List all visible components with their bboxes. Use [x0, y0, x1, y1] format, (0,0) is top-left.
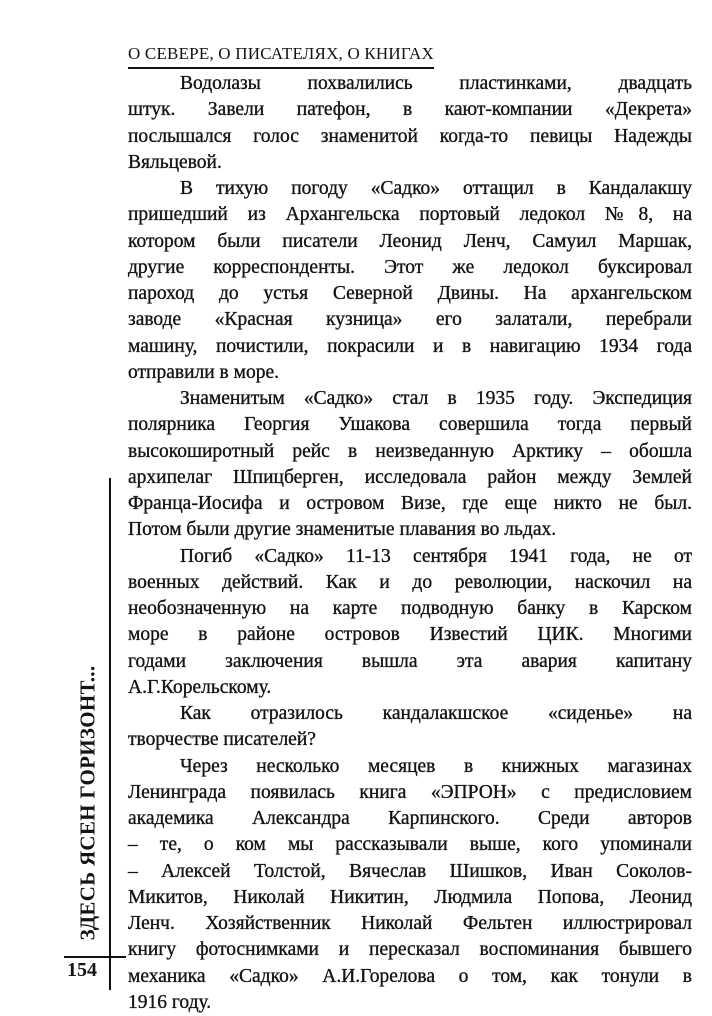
text-line: штук. Завели патефон, в кают-компании «Декрета» — [128, 97, 692, 123]
text-line: Водолазы похвалились пластинками, двадцать — [128, 71, 692, 97]
text-line: – Алексей Толстой, Вячеслав Шишков, Иван Соколов- — [128, 859, 692, 885]
paragraph — [128, 544, 692, 702]
text-line: Ленинграда появилась книга «ЭПРОН» с предисловием — [128, 780, 692, 806]
text-line: полярника Георгия Ушакова совершила тогда первый — [128, 412, 692, 438]
text-line: – те, о ком мы рассказывали выше, кого упоминали — [128, 832, 692, 858]
paragraph — [128, 701, 692, 754]
page-number: 154 — [67, 959, 97, 982]
text-line: Как отразилось кандалакшское «сиденье» на — [128, 701, 692, 727]
text-line: другие корреспонденты. Этот же ледокол буксировал — [128, 255, 692, 281]
running-header: О СЕВЕРЕ, О ПИСАТЕЛЯХ, О КНИГАХ — [128, 44, 434, 69]
text-line: архипелаг Шпицберген, исследовала район между Землей — [128, 465, 692, 491]
text-line: А.Г.Корельскому. — [128, 675, 692, 701]
text-line: машину, почистили, покрасили и в навигацию 1934 года — [128, 334, 692, 360]
text-line: пароход до устья Северной Двины. На архангельском — [128, 281, 692, 307]
margin-rule-vertical — [109, 478, 111, 990]
text-line: Погиб «Садко» 11-13 сентября 1941 года, не от — [128, 544, 692, 570]
text-line: высокоширотный рейс в неизведанную Арктику – обошла — [128, 439, 692, 465]
paragraph — [128, 71, 692, 176]
text-line: Франца-Иосифа и островом Визе, где еще никто не был. — [128, 491, 692, 517]
margin-rule-horizontal — [64, 956, 126, 958]
text-line: Через несколько месяцев в книжных магазинах — [128, 754, 692, 780]
text-line: заводе «Красная кузница» его залатали, перебрали — [128, 307, 692, 333]
text-line: отправили в море. — [128, 360, 692, 386]
paragraph — [128, 386, 692, 544]
text-line: В тихую погоду «Садко» оттащил в Кандалакшу — [128, 176, 692, 202]
text-line: Знаменитым «Садко» стал в 1935 году. Экспедиция — [128, 386, 692, 412]
text-line: военных действий. Как и до революции, наскочил на — [128, 570, 692, 596]
text-line: книгу фотоснимками и пересказал воспоминания бывшего — [128, 937, 692, 963]
text-line: академика Александра Карпинского. Среди авторов — [128, 806, 692, 832]
text-line: годами заключения вышла эта авария капитану — [128, 649, 692, 675]
body-text — [128, 71, 692, 1016]
text-line: творчестве писателей? — [128, 727, 692, 753]
text-line: Микитов, Николай Никитин, Людмила Попова, Леонид — [128, 885, 692, 911]
paragraph — [128, 754, 692, 1016]
text-line: пришедший из Архангельска портовый ледокол №8, на — [128, 202, 692, 228]
text-line: 1916 году. — [128, 990, 692, 1016]
text-line: котором были писатели Леонид Ленч, Самуил Маршак, — [128, 229, 692, 255]
text-line: Вяльцевой. — [128, 150, 692, 176]
text-line: необозначенную на карте подводную банку в Карском — [128, 596, 692, 622]
text-line: море в районе островов Известий ЦИК. Многими — [128, 622, 692, 648]
text-line: механика «Садко» А.И.Горелова о том, как тонули в — [128, 964, 692, 990]
paragraph — [128, 176, 692, 386]
text-line: Потом были другие знаменитые плавания во льдах. — [128, 517, 692, 543]
text-line: Ленч. Хозяйственник Николай Фельтен иллюстрировал — [128, 911, 692, 937]
side-title: ЗДЕСЬ ЯСЕН ГОРИЗОНТ... — [76, 666, 101, 941]
text-line: послышался голос знаменитой когда-то певицы Надежды — [128, 124, 692, 150]
